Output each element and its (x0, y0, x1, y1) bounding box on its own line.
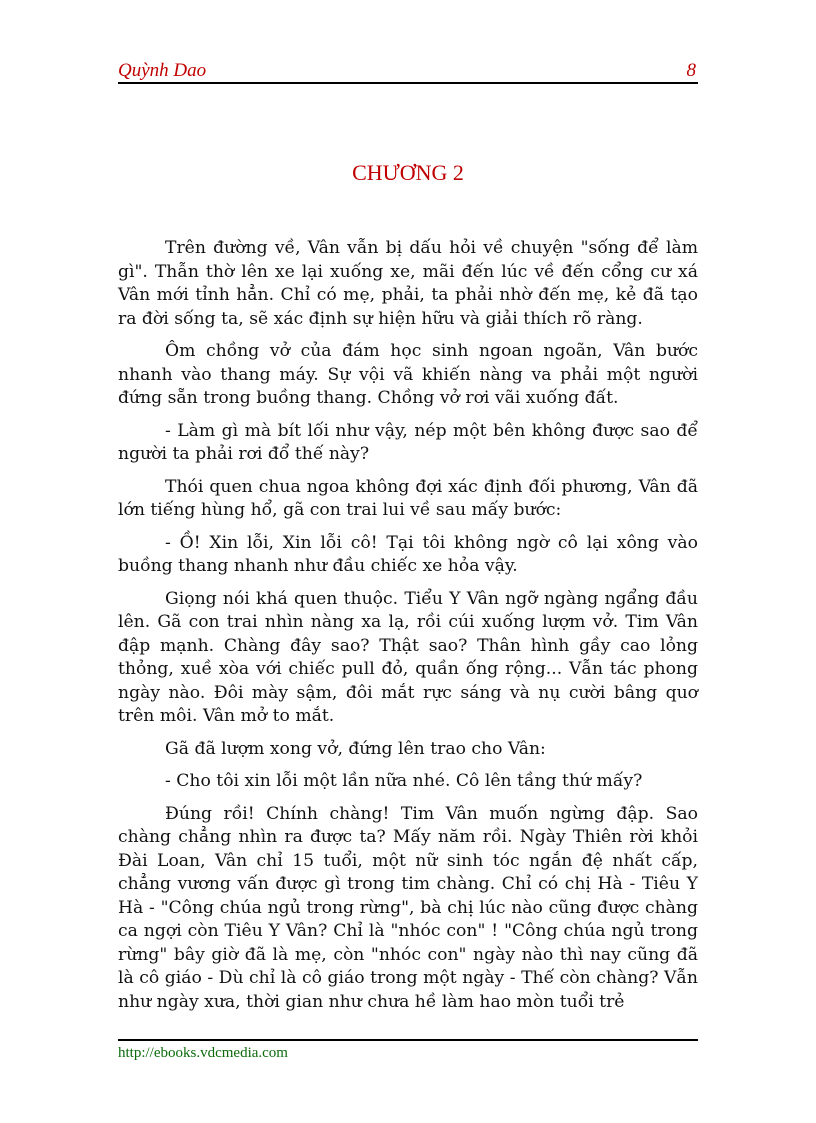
page-number: 8 (686, 60, 696, 81)
paragraph: Thói quen chua ngoa không đợi xác định đối phương, Vân đã lớn tiếng hùng hổ, gã con trai lui về sau mấy bước: (118, 476, 698, 520)
chapter-title: CHƯƠNG 2 (352, 160, 464, 185)
paragraph: Ôm chồng vở của đám học sinh ngoan ngoãn, Vân bước nhanh vào thang máy. Sự vội vã khiến nàng va phải một người đứng sẵn trong buồng thang. Chồng vở rơi vãi xuống đất. (118, 341, 698, 408)
paragraph: - Làm gì mà bít lối như vậy, nép một bên không được sao để người ta phải rơi đổ thế này? (118, 420, 698, 464)
paragraph: - Cho tôi xin lỗi một lần nữa nhé. Cô lên tầng thứ mấy? (165, 771, 643, 791)
footer-url-link[interactable]: http://ebooks.vdcmedia.com (118, 1045, 288, 1061)
paragraph: Giọng nói khá quen thuộc. Tiểu Y Vân ngỡ ngàng ngẩng đầu lên. Gã con trai nhìn nàng xa lạ, rồi cúi xuống lượm vở. Tim Vân đập mạnh. Chàng đây sao? Thật sao? Thân hình gầy cao lỏng thỏng, xuề xòa với chiếc pull đỏ, quần ống rộng... Vẫn tác phong ngày nào. Đôi mày sậm, đôi mắt rực sáng và nụ cười bâng quơ trên môi. Vân mở to mắt. (118, 588, 698, 726)
paragraph: Gã đã lượm xong vở, đứng lên trao cho Vân: (165, 738, 546, 759)
chapter-body (118, 237, 698, 1023)
page-header (118, 60, 698, 84)
paragraph: Trên đường về, Vân vẫn bị dấu hỏi về chuyện "sống để làm gì". Thẫn thờ lên xe lại xuống xe, mãi đến lúc về đến cổng cư xá Vân mới tỉnh hẳn. Chỉ có mẹ, phải, ta phải nhờ đến mẹ, kẻ đã tạo ra đời sống ta, sẽ xác định sự hiện hữu và giải thích rõ ràng. (118, 238, 698, 329)
author-name: Quỳnh Dao (118, 60, 207, 81)
paragraph: Đúng rồi! Chính chàng! Tim Vân muốn ngừng đập. Sao chàng chẳng nhìn ra được ta? Mấy năm rồi. Ngày Thiên rời khỏi Đài Loan, Vân chỉ 15 tuổi, một nữ sinh tóc ngắn đệ nhất cấp, chẳng vương vấn được gì trong tim chàng. Chỉ có chị Hà - Tiêu Y Hà - "Công chúa ngủ trong rừng", bà chị lúc nào cũng được chàng ca ngợi còn Tiêu Y Vân? Chỉ là "nhóc con" ! "Công chúa ngủ trong rừng" bây giờ đã là mẹ, còn "nhóc con" ngày nào thì nay cũng đã là cô giáo - Dù chỉ là cô giáo trong một ngày - Thế còn chàng? Vẫn như ngày xưa, thời gian như chưa hề làm hao mòn tuổi trẻ (118, 803, 698, 1012)
paragraph: - Ồ! Xin lỗi, Xin lỗi cô! Tại tôi không ngờ cô lại xông vào buồng thang nhanh như đầu chiếc xe hỏa vậy. (118, 532, 698, 576)
footer-divider (118, 1039, 698, 1041)
